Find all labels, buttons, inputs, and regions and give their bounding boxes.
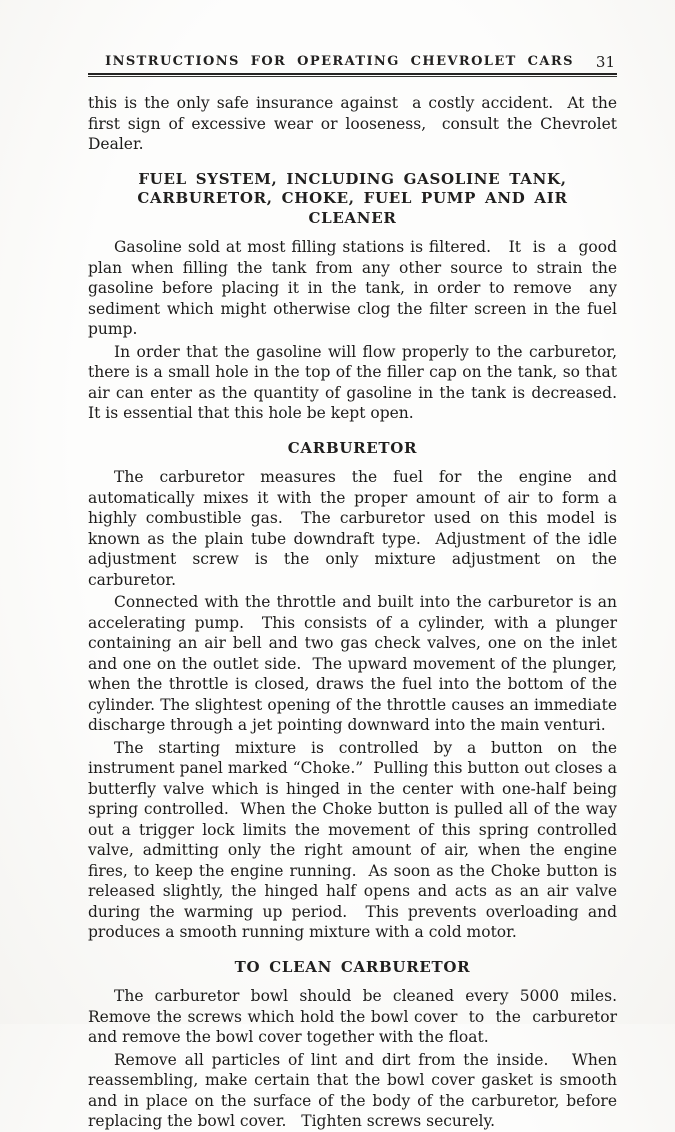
- section-heading-fuel-system: FUEL SYSTEM, INCLUDING GASOLINE TANK, CARBURETOR, CHOKE, FUEL PUMP AND AIR CLEANER: [137, 169, 568, 227]
- paragraph-choke-starting-mixture: The starting mixture is controlled by a button on the instrument panel marked “Choke.” Pulling this button out closes a butterfly valve which is hinged in the center with one-half being spring controlled. When the Choke button is pulled all of the way out a trigger lock limits the movement of this spring controlled valve, admitting only the right amount of air, when the engine fires, to keep the engine running. As soon as the Choke button is released slightly, the hinged half opens and acts as an air valve during the warming up period. This prevents overloading and produces a smooth running mixture with a cold motor.: [88, 738, 622, 941]
- page-header: [88, 50, 617, 70]
- paragraph-accelerating-pump: Connected with the throttle and built into the carburetor is an accelerating pump. This consists of a cylinder, with a plunger containing an air bell and two gas check valves, one on the inlet and one on the outlet side. The upward movement of the plunger, when the throttle is closed, draws the fuel into the bottom of the cylinder. The slightest opening of the throttle causes an immediate discharge through a jet pointing downward into the main venturi.: [88, 593, 622, 734]
- running-title: INSTRUCTIONS FOR OPERATING CHEVROLET CARS: [105, 54, 574, 69]
- paragraph-gasoline-filtered: Gasoline sold at most filling stations is filtered. It is a good plan when filling the tank from any other source to strain the gasoline before placing it in the tank, in order to remove any sediment which might otherwise clog the filter screen in the fuel pump.: [88, 238, 627, 338]
- header-rule: [88, 73, 617, 77]
- continuation-paragraph: this is the only safe insurance against a costly accident. At the first sign of excessive wear or looseness, consult the Chevrolet Dealer.: [88, 94, 622, 153]
- paragraph-filler-cap-hole: In order that the gasoline will flow properly to the carburetor, there is a small hole in the top of the filler cap on the tank, so that air can enter as the quantity of gasoline in the tank is decreased. It is essential that this hole be kept open.: [88, 342, 627, 422]
- paragraph-clean-bowl-5000-miles: The carburetor bowl should be cleaned every 5000 miles. Remove the screws which hold the bowl cover to the carburetor and remove the bowl cover together with the float.: [88, 987, 627, 1046]
- page-number: 31: [595, 53, 615, 71]
- section-heading-to-clean-carburetor: TO CLEAN CARBURETOR: [234, 957, 471, 976]
- paragraph-remove-lint-reassemble: Remove all particles of lint and dirt from the inside. When reassembling, make certain that the bowl cover gasket is smooth and in place on the surface of the body of the carburetor, before replacing the bowl cover. Tighten screws securely.: [88, 1050, 622, 1130]
- section-heading-carburetor: CARBURETOR: [287, 438, 418, 457]
- paragraph-carburetor-measures-fuel: The carburetor measures the fuel for the engine and automatically mixes it with the proper amount of air to form a highly combustible gas. The carburetor used on this model is known as the plain tube downdraft type. Adjustment of the idle adjustment screw is the only mixture adjustment on the carburetor.: [88, 468, 622, 589]
- page-body: [88, 93, 627, 1132]
